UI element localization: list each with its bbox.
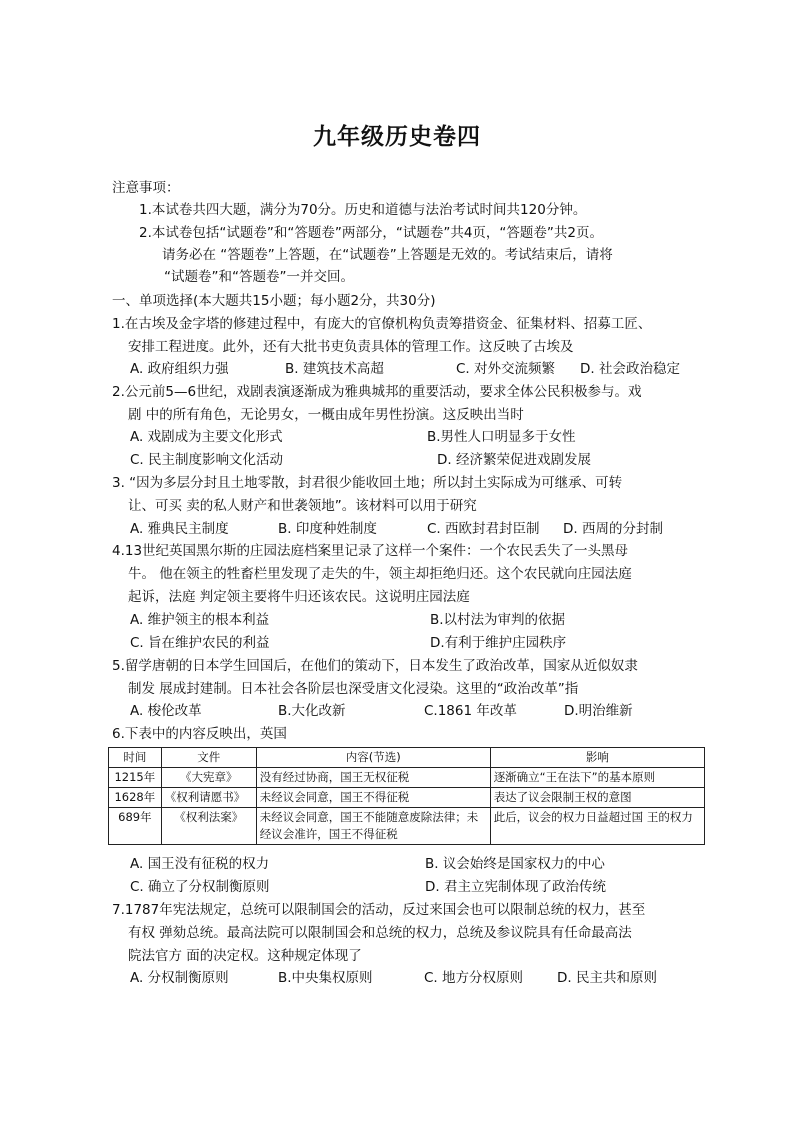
notice-item-2-cont2: “试题卷”和“答题卷”一并交回。: [164, 269, 354, 285]
table-header-cell: 影响: [490, 748, 704, 768]
table-cell: 逐渐确立“王在法下”的基本原则: [490, 768, 704, 788]
table-cell: 未经议会同意，国王不得征税: [256, 788, 490, 808]
q5-option-c[interactable]: C.1861 年改革: [424, 703, 517, 719]
table-cell: 表达了议会限制王权的意图: [490, 788, 704, 808]
q2-option-a[interactable]: A. 戏剧成为主要文化形式: [130, 429, 283, 445]
q3-option-a[interactable]: A. 雅典民主制度: [130, 521, 229, 537]
question-3-line-1: 3. “因为多层分封且土地零散，封君很少能收回土地；所以封土实际成为可继承、可转: [112, 475, 623, 491]
q7-option-c[interactable]: C. 地方分权原则: [424, 970, 524, 986]
q2-option-c[interactable]: C. 民主制度影响文化活动: [130, 452, 284, 468]
table-cell: 没有经过协商，国王无权征税: [256, 768, 490, 788]
q3-option-b[interactable]: B. 印度种姓制度: [278, 521, 377, 537]
q2-option-d[interactable]: D. 经济繁荣促进戏剧发展: [437, 452, 591, 468]
table-header-cell: 时间: [109, 748, 162, 768]
q7-option-d[interactable]: D. 民主共和原则: [557, 970, 657, 986]
question-4-line-2: 牛。 他在领主的牲畜栏里发现了走失的牛，领主却拒绝归还。这个农民就向庄园法庭: [128, 566, 632, 582]
q1-option-d[interactable]: D. 社会政治稳定: [580, 361, 680, 377]
q7-option-a[interactable]: A. 分权制衡原则: [130, 970, 229, 986]
question-2-line-2: 剧 中的所有角色，无论男女，一概由成年男性扮演。这反映出当时: [128, 407, 524, 423]
table-cell: 《权利法案》: [161, 808, 256, 845]
page-title: 九年级历史卷四: [313, 123, 481, 150]
q2-option-b[interactable]: B.男性人口明显多于女性: [427, 429, 576, 445]
history-table: [108, 747, 705, 845]
table-cell: 未经议会同意，国王不能随意废除法律；未经议会准许，国王不得征税: [256, 808, 490, 845]
q6-option-a[interactable]: A. 国王没有征税的权力: [130, 856, 270, 872]
q4-option-d[interactable]: D.有利于维护庄园秩序: [430, 635, 567, 651]
table-cell: 1215年: [109, 768, 162, 788]
question-4-line-1: 4.13世纪英国黑尔斯的庄园法庭档案里记录了这样一个案件：一个农民丢失了一头黑母: [112, 543, 629, 559]
q3-option-d[interactable]: D. 西周的分封制: [563, 521, 663, 537]
q3-option-c[interactable]: C. 西欧封君封臣制: [427, 521, 540, 537]
q1-option-a[interactable]: A. 政府组织力强: [130, 361, 229, 377]
q4-option-a[interactable]: A. 维护领主的根本利益: [130, 612, 270, 628]
table-row: [109, 788, 705, 808]
question-5-line-2: 制发 展成封建制。日本社会各阶层也深受唐文化浸染。这里的“政治改革”指: [128, 681, 579, 697]
table-cell: 《大宪章》: [161, 768, 256, 788]
table-cell: 689年: [109, 808, 162, 845]
q4-option-c[interactable]: C. 旨在维护农民的利益: [130, 635, 270, 651]
q4-option-b[interactable]: B.以村法为审判的依据: [430, 612, 566, 628]
question-7-line-1: 7.1787年宪法规定，总统可以限制国会的活动，反过来国会也可以限制总统的权力，甚至: [112, 902, 646, 918]
section-heading: 一、单项选择(本大题共15小题；每小题2分，共30分): [112, 293, 436, 309]
table-header-cell: 文件: [161, 748, 256, 768]
table-cell: 此后，议会的权力日益超过国 王的权力: [490, 808, 704, 845]
notice-heading: 注意事项：: [112, 180, 180, 196]
q6-option-c[interactable]: C. 确立了分权制衡原则: [130, 879, 270, 895]
q5-option-d[interactable]: D.明治维新: [564, 703, 633, 719]
table-header-row: [109, 748, 705, 768]
table-row: [109, 768, 705, 788]
table-row: [109, 808, 705, 845]
q5-option-b[interactable]: B.大化改新: [278, 703, 346, 719]
q1-option-b[interactable]: B. 建筑技术高超: [285, 361, 384, 377]
question-7-line-3: 院法官方 面的决定权。这种规定体现了: [128, 948, 362, 964]
question-7-line-2: 有权 弹劾总统。最高法院可以限制国会和总统的权力，总统及参议院具有任命最高法: [128, 925, 632, 941]
question-6-line-1: 6.下表中的内容反映出，英国: [112, 726, 287, 742]
question-1-line-1: 1.在古埃及金字塔的修建过程中，有庞大的官僚机构负责筹措资金、征集材料、招募工匠、: [112, 316, 652, 332]
question-4-line-3: 起诉，法庭 判定领主要将牛归还该农民。这说明庄园法庭: [128, 589, 470, 605]
notice-item-2: 2.本试卷包括“试题卷”和“答题卷”两部分，“试题卷”共4页，“答题卷”共2页。: [139, 225, 604, 241]
q6-option-b[interactable]: B. 议会始终是国家权力的中心: [425, 856, 605, 872]
q6-option-d[interactable]: D. 君主立宪制体现了政治传统: [425, 879, 606, 895]
question-2-line-1: 2.公元前5—6世纪，戏剧表演逐渐成为雅典城邦的重要活动，要求全体公民积极参与。戏: [112, 384, 642, 400]
question-3-line-2: 让、可买 卖的私人财产和世袭领地”。该材料可以用于研究: [128, 498, 477, 514]
table-cell: 1628年: [109, 788, 162, 808]
notice-item-2-cont: 请务必在 “答题卷”上答题，在“试题卷”上答题是无效的。考试结束后，请将: [162, 247, 613, 263]
question-5-line-1: 5.留学唐朝的日本学生回国后，在他们的策动下，日本发生了政治改革，国家从近似奴隶: [112, 658, 638, 674]
q7-option-b[interactable]: B.中央集权原则: [278, 970, 373, 986]
q1-option-c[interactable]: C. 对外交流频繁: [456, 361, 556, 377]
table-cell: 《权利请愿书》: [161, 788, 256, 808]
question-1-line-2: 安排工程进度。此外，还有大批书吏负责具体的管理工作。这反映了古埃及: [128, 339, 574, 355]
q5-option-a[interactable]: A. 梭伦改革: [130, 703, 202, 719]
table-header-cell: 内容(节选): [256, 748, 490, 768]
notice-item-1: 1.本试卷共四大题，满分为70分。历史和道德与法治考试时间共120分钟。: [139, 202, 587, 218]
